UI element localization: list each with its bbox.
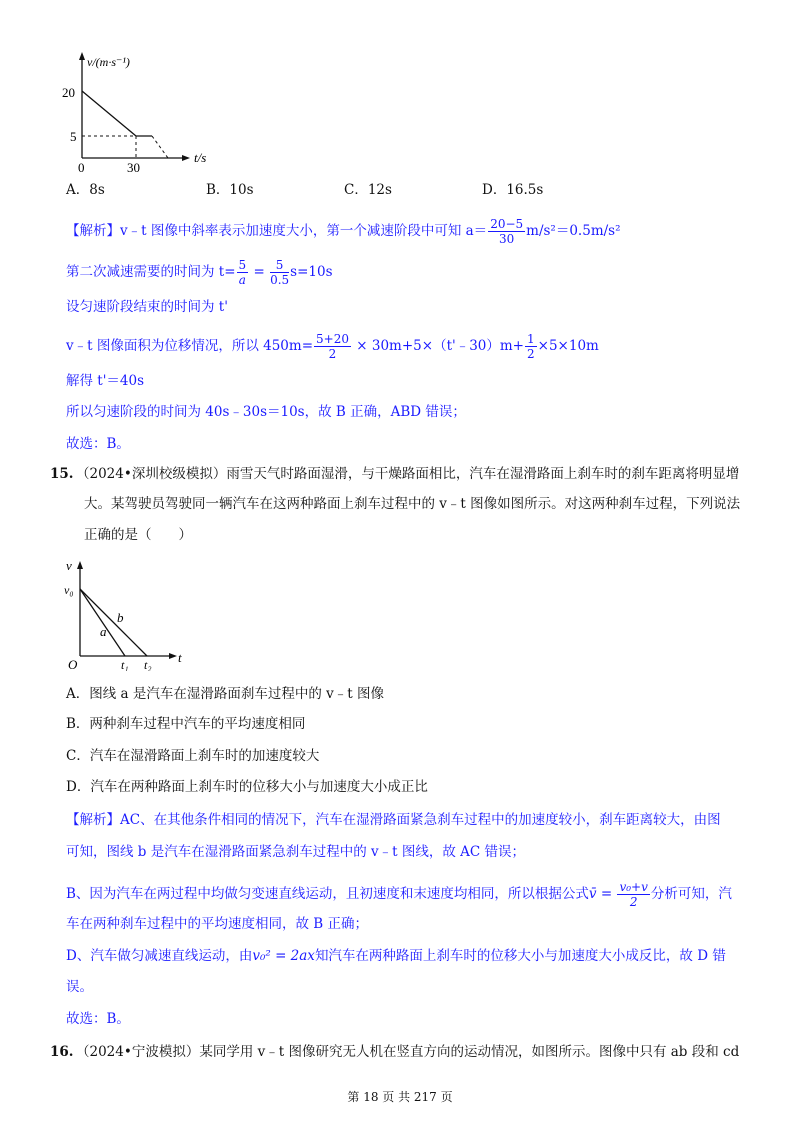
y-axis-arrow (79, 52, 85, 60)
solution-text: m/s²＝0.5m/s² (526, 223, 621, 239)
q14-solution-line-1 (66, 218, 621, 245)
q15-option-b: B．两种刹车过程中汽车的平均速度相同 (66, 716, 306, 732)
velocity-time-graph-2 (60, 556, 200, 671)
solution-text: v﹣t 图像中斜率表示加速度大小，第一个减速阶段中可知 a＝ (120, 223, 488, 239)
solution-tag: 【解析】 (66, 812, 120, 828)
q15-stem-line-2: 大。某驾驶员驾驶同一辆汽车在这两种路面上刹车过程中的 v﹣t 图像如图所示。对这两种刹车过程，下列说法 (84, 496, 741, 512)
question-number-16: 16. (50, 1044, 74, 1060)
tick-x-30: 30 (127, 160, 140, 173)
velocity-line (82, 91, 152, 136)
velocity-time-graph-1 (60, 48, 230, 173)
y-axis-arrow (77, 561, 83, 569)
option-a: A．8s (66, 182, 105, 198)
q15-solution-line-4: 车在两种刹车过程中的平均速度相同，故 B 正确； (66, 916, 369, 932)
second-deceleration-dashed (152, 136, 168, 158)
q15-stem-line-1: （2024•深圳校级模拟）雨雪天气时路面湿滑，与干燥路面相比，汽车在湿滑路面上刹车时的刹车距离将明显增 (76, 466, 740, 482)
q15-solution-line-6: 误。 (66, 979, 93, 995)
tick-y-20: 20 (62, 85, 75, 100)
q14-solution-line-3: 设匀速阶段结束的时间为 t' (66, 299, 228, 315)
q14-solution-line-2: 第二次减速需要的时间为 t= $\frac{5}{a}$ = $\frac{5}{0.5}$ s=10s (66, 258, 333, 287)
fraction: $\frac{5}{0.5}$ (270, 258, 290, 287)
x-axis-label: t/s (194, 150, 207, 165)
x-axis-label: t (178, 650, 182, 665)
line-a-label: a (100, 624, 107, 639)
option-b: B．10s (206, 182, 254, 198)
q14-solution-line-5: 解得 t'＝40s (66, 373, 145, 389)
q14-solution-line-4: v﹣t 图像面积为位移情况，所以 450m= $\frac{5+20}{2}$ × 30m+5×（t'﹣30）m+ $\frac{1}{2}$ ×5×10m (66, 332, 599, 361)
y-axis-label: v (66, 558, 72, 573)
question-number-15: 15. (50, 466, 74, 482)
y-axis-label: v/(m·s⁻¹) (87, 55, 130, 69)
tick-origin: 0 (78, 160, 85, 173)
fraction: $\frac{5}{a}$ (238, 258, 247, 287)
q14-solution-line-7: 故选：B。 (66, 436, 130, 452)
option-c: C．12s (344, 182, 392, 198)
fraction: $\frac{5+20}{2}$ (316, 332, 349, 361)
t1-label: t₁ (121, 658, 129, 671)
t2-label: t₂ (144, 658, 152, 671)
q14-solution-line-6: 所以匀速阶段的时间为 40s﹣30s＝10s，故 B 正确，ABD 错误； (66, 404, 466, 420)
formula: v₀² = 2ax (252, 948, 315, 964)
tick-y-5: 5 (70, 129, 77, 144)
q15-option-a: A．图线 a 是汽车在湿滑路面刹车过程中的 v﹣t 图像 (66, 686, 385, 702)
solution-tag: 【解析】 (66, 223, 120, 239)
x-axis-arrow (169, 653, 177, 659)
line-b-label: b (117, 610, 124, 625)
fraction: $\frac{\text{v₀+v}}{2}$ (619, 880, 648, 909)
q15-solution-line-3: B、因为汽车在两过程中均做匀变速直线运动，且初速度和末速度均相同，所以根据公式v̄ = $\frac{\text{v₀+v}}{2}$ 分析可知，汽 (66, 880, 732, 909)
average-velocity-symbol: v̄ (588, 886, 597, 902)
x-axis-arrow (182, 155, 190, 161)
fraction: $\frac{20-5}{30}$ (490, 217, 524, 246)
q15-stem-line-3: 正确的是（ ） (84, 527, 192, 543)
line-b (80, 589, 147, 656)
q15-solution-line-7: 故选：B。 (66, 1011, 130, 1027)
v0-label: v₀ (64, 583, 74, 597)
option-d: D．16.5s (482, 182, 544, 198)
q16-stem-line-1: （2024•宁波模拟）某同学用 v﹣t 图像研究无人机在竖直方向的运动情况，如图所示。图像中只有 ab 段和 cd (76, 1044, 740, 1060)
q15-option-c: C．汽车在湿滑路面上刹车时的加速度较大 (66, 748, 320, 764)
page-footer: 第 18 页 共 217 页 (347, 1090, 453, 1104)
q15-solution-line-2: 可知，图线 b 是汽车在湿滑路面紧急刹车过程中的 v﹣t 图线，故 AC 错误； (66, 844, 526, 860)
origin-label: O (68, 657, 78, 671)
q15-solution-line-1: 【解析】AC、在其他条件相同的情况下，汽车在湿滑路面紧急刹车过程中的加速度较小，刹车距离较大，由图 (66, 812, 721, 828)
fraction: $\frac{1}{2}$ (527, 332, 535, 361)
q15-solution-line-5: D、汽车做匀减速直线运动，由v₀² = 2ax知汽车在两种路面上刹车时的位移大小与加速度大小成反比，故 D 错 (66, 948, 726, 964)
q15-option-d: D．汽车在两种路面上刹车时的位移大小与加速度大小成正比 (66, 779, 428, 795)
